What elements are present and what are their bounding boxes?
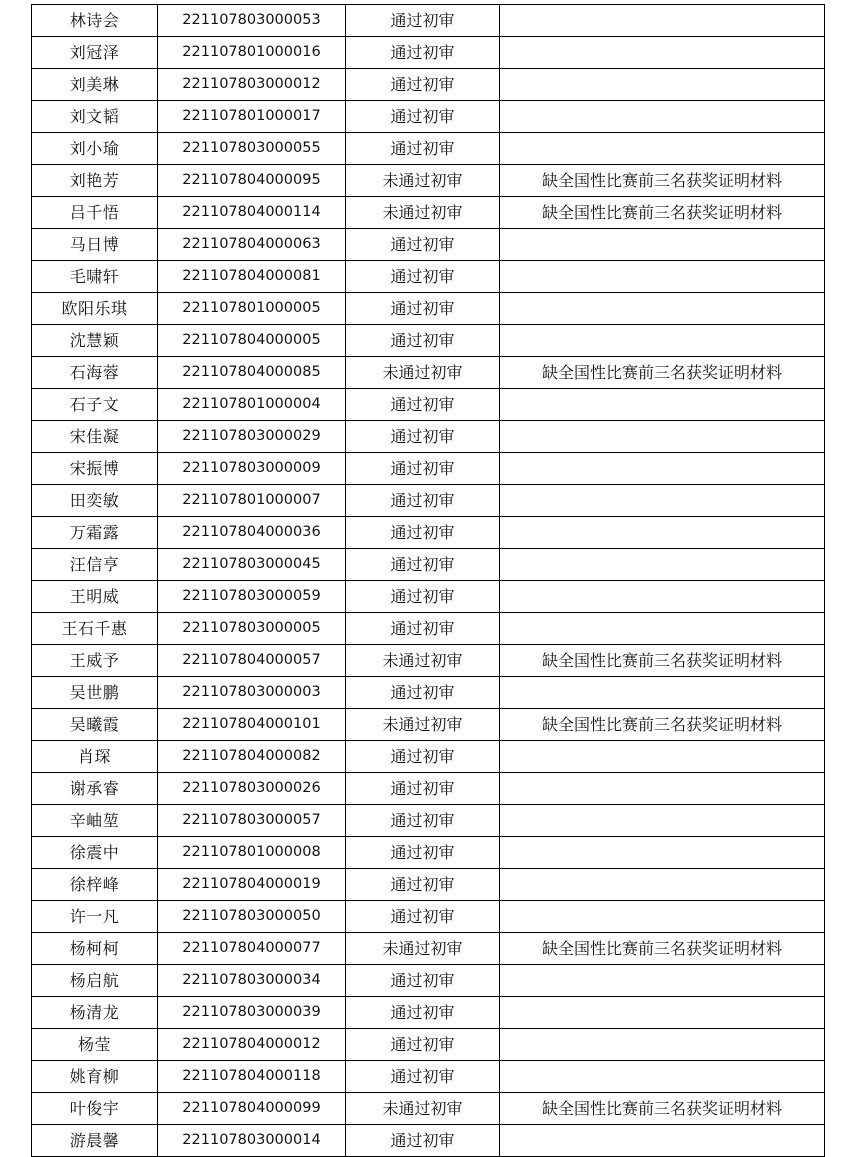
- remark-cell: [500, 613, 825, 645]
- exam-id-cell: 221107804000057: [158, 645, 346, 677]
- table-row: [32, 933, 825, 965]
- remark-cell: [500, 837, 825, 869]
- remark-cell: [500, 773, 825, 805]
- remark-cell: 缺全国性比赛前三名获奖证明材料: [500, 1093, 825, 1125]
- applicant-name-cell: 姚育柳: [32, 1061, 158, 1093]
- applicant-name-cell: 马日博: [32, 229, 158, 261]
- remark-cell: 缺全国性比赛前三名获奖证明材料: [500, 933, 825, 965]
- exam-id-cell: 221107803000059: [158, 581, 346, 613]
- review-status-cell: 通过初审: [346, 869, 500, 901]
- applicant-name-cell: 汪信亨: [32, 549, 158, 581]
- remark-cell: [500, 997, 825, 1029]
- exam-id-cell: 221107801000008: [158, 837, 346, 869]
- exam-id-cell: 221107804000005: [158, 325, 346, 357]
- applicant-name-cell: 宋佳凝: [32, 421, 158, 453]
- review-status-cell: 通过初审: [346, 997, 500, 1029]
- table-row: [32, 1125, 825, 1157]
- remark-cell: [500, 485, 825, 517]
- table-row: [32, 165, 825, 197]
- remark-cell: [500, 133, 825, 165]
- table-row: [32, 869, 825, 901]
- review-status-cell: 通过初审: [346, 389, 500, 421]
- review-status-cell: 未通过初审: [346, 1093, 500, 1125]
- exam-id-cell: 221107803000055: [158, 133, 346, 165]
- applicant-name-cell: 万霜露: [32, 517, 158, 549]
- exam-id-cell: 221107804000118: [158, 1061, 346, 1093]
- table-row: [32, 1061, 825, 1093]
- remark-cell: [500, 581, 825, 613]
- review-status-cell: 通过初审: [346, 805, 500, 837]
- applicant-name-cell: 徐梓峰: [32, 869, 158, 901]
- table-row: [32, 421, 825, 453]
- remark-cell: [500, 5, 825, 37]
- exam-id-cell: 221107804000036: [158, 517, 346, 549]
- exam-id-cell: 221107803000053: [158, 5, 346, 37]
- remark-cell: [500, 69, 825, 101]
- applicant-name-cell: 杨启航: [32, 965, 158, 997]
- review-status-cell: 通过初审: [346, 581, 500, 613]
- table-row: [32, 5, 825, 37]
- review-status-cell: 通过初审: [346, 37, 500, 69]
- exam-id-cell: 221107801000005: [158, 293, 346, 325]
- applicant-name-cell: 田奕敏: [32, 485, 158, 517]
- review-status-cell: 未通过初审: [346, 645, 500, 677]
- applicant-name-cell: 徐震中: [32, 837, 158, 869]
- table-row: [32, 549, 825, 581]
- review-status-cell: 通过初审: [346, 133, 500, 165]
- applicant-name-cell: 游晨馨: [32, 1125, 158, 1157]
- exam-id-cell: 221107803000050: [158, 901, 346, 933]
- remark-cell: 缺全国性比赛前三名获奖证明材料: [500, 709, 825, 741]
- exam-id-cell: 221107804000081: [158, 261, 346, 293]
- review-status-cell: 通过初审: [346, 517, 500, 549]
- remark-cell: [500, 229, 825, 261]
- table-row: [32, 581, 825, 613]
- exam-id-cell: 221107804000063: [158, 229, 346, 261]
- remark-cell: [500, 261, 825, 293]
- applicant-name-cell: 肖琛: [32, 741, 158, 773]
- table-row: [32, 613, 825, 645]
- review-status-cell: 通过初审: [346, 677, 500, 709]
- remark-cell: [500, 965, 825, 997]
- applicant-name-cell: 刘美琳: [32, 69, 158, 101]
- table-row: [32, 325, 825, 357]
- exam-id-cell: 221107804000095: [158, 165, 346, 197]
- table-row: [32, 837, 825, 869]
- applicant-name-cell: 刘冠泽: [32, 37, 158, 69]
- exam-id-cell: 221107804000114: [158, 197, 346, 229]
- review-status-cell: 通过初审: [346, 741, 500, 773]
- table-row: [32, 389, 825, 421]
- table-row: [32, 293, 825, 325]
- remark-cell: [500, 901, 825, 933]
- remark-cell: [500, 677, 825, 709]
- review-status-cell: 通过初审: [346, 549, 500, 581]
- remark-cell: [500, 37, 825, 69]
- applicant-name-cell: 王明威: [32, 581, 158, 613]
- applicant-name-cell: 辛岫堃: [32, 805, 158, 837]
- table-row: [32, 1029, 825, 1061]
- review-status-cell: 通过初审: [346, 293, 500, 325]
- review-status-cell: 未通过初审: [346, 165, 500, 197]
- review-status-cell: 通过初审: [346, 1029, 500, 1061]
- remark-cell: [500, 101, 825, 133]
- review-status-cell: 通过初审: [346, 101, 500, 133]
- applicant-name-cell: 王威予: [32, 645, 158, 677]
- remark-cell: 缺全国性比赛前三名获奖证明材料: [500, 357, 825, 389]
- review-status-cell: 未通过初审: [346, 709, 500, 741]
- table-row: [32, 997, 825, 1029]
- review-status-cell: 通过初审: [346, 421, 500, 453]
- remark-cell: [500, 1029, 825, 1061]
- applicant-name-cell: 吴世鹏: [32, 677, 158, 709]
- exam-id-cell: 221107803000045: [158, 549, 346, 581]
- table-row: [32, 197, 825, 229]
- remark-cell: 缺全国性比赛前三名获奖证明材料: [500, 165, 825, 197]
- applicant-name-cell: 石子文: [32, 389, 158, 421]
- applicant-name-cell: 沈慧颖: [32, 325, 158, 357]
- review-status-cell: 通过初审: [346, 229, 500, 261]
- exam-id-cell: 221107803000057: [158, 805, 346, 837]
- review-status-cell: 通过初审: [346, 1125, 500, 1157]
- exam-id-cell: 221107803000034: [158, 965, 346, 997]
- table-row: [32, 645, 825, 677]
- remark-cell: [500, 741, 825, 773]
- review-status-cell: 未通过初审: [346, 933, 500, 965]
- remark-cell: 缺全国性比赛前三名获奖证明材料: [500, 197, 825, 229]
- exam-id-cell: 221107804000101: [158, 709, 346, 741]
- applicant-name-cell: 吴曦霞: [32, 709, 158, 741]
- remark-cell: [500, 869, 825, 901]
- table-row: [32, 709, 825, 741]
- exam-id-cell: 221107804000082: [158, 741, 346, 773]
- exam-id-cell: 221107803000014: [158, 1125, 346, 1157]
- applicant-name-cell: 刘文韬: [32, 101, 158, 133]
- applicant-name-cell: 刘小瑜: [32, 133, 158, 165]
- table-row: [32, 773, 825, 805]
- exam-id-cell: 221107801000004: [158, 389, 346, 421]
- table-row: [32, 517, 825, 549]
- exam-id-cell: 221107803000039: [158, 997, 346, 1029]
- exam-id-cell: 221107804000012: [158, 1029, 346, 1061]
- table-row: [32, 261, 825, 293]
- exam-id-cell: 221107803000005: [158, 613, 346, 645]
- applicant-name-cell: 石海蓉: [32, 357, 158, 389]
- review-status-cell: 通过初审: [346, 837, 500, 869]
- table-row: [32, 485, 825, 517]
- exam-id-cell: 221107804000019: [158, 869, 346, 901]
- applicant-name-cell: 杨柯柯: [32, 933, 158, 965]
- remark-cell: [500, 1125, 825, 1157]
- review-status-cell: 未通过初审: [346, 357, 500, 389]
- applicant-name-cell: 叶俊宇: [32, 1093, 158, 1125]
- review-results-table: [31, 4, 825, 1157]
- review-status-cell: 通过初审: [346, 5, 500, 37]
- applicant-name-cell: 欧阳乐琪: [32, 293, 158, 325]
- applicant-name-cell: 王石千惠: [32, 613, 158, 645]
- exam-id-cell: 221107804000077: [158, 933, 346, 965]
- table-row: [32, 805, 825, 837]
- table-row: [32, 741, 825, 773]
- review-status-cell: 通过初审: [346, 325, 500, 357]
- applicant-name-cell: 毛啸轩: [32, 261, 158, 293]
- table-body: [32, 5, 825, 1157]
- exam-id-cell: 221107803000009: [158, 453, 346, 485]
- review-status-cell: 通过初审: [346, 261, 500, 293]
- applicant-name-cell: 许一凡: [32, 901, 158, 933]
- review-status-cell: 通过初审: [346, 485, 500, 517]
- remark-cell: [500, 421, 825, 453]
- exam-id-cell: 221107803000003: [158, 677, 346, 709]
- applicant-name-cell: 林诗会: [32, 5, 158, 37]
- review-status-cell: 通过初审: [346, 965, 500, 997]
- table-row: [32, 677, 825, 709]
- review-status-cell: 未通过初审: [346, 197, 500, 229]
- review-status-cell: 通过初审: [346, 773, 500, 805]
- exam-id-cell: 221107801000007: [158, 485, 346, 517]
- table-row: [32, 133, 825, 165]
- remark-cell: [500, 549, 825, 581]
- review-status-cell: 通过初审: [346, 69, 500, 101]
- table-row: [32, 37, 825, 69]
- review-status-cell: 通过初审: [346, 613, 500, 645]
- exam-id-cell: 221107803000029: [158, 421, 346, 453]
- remark-cell: [500, 325, 825, 357]
- table-row: [32, 901, 825, 933]
- remark-cell: [500, 517, 825, 549]
- remark-cell: [500, 293, 825, 325]
- remark-cell: 缺全国性比赛前三名获奖证明材料: [500, 645, 825, 677]
- table-row: [32, 69, 825, 101]
- table-row: [32, 101, 825, 133]
- table-row: [32, 453, 825, 485]
- exam-id-cell: 221107803000026: [158, 773, 346, 805]
- applicant-name-cell: 宋振博: [32, 453, 158, 485]
- remark-cell: [500, 453, 825, 485]
- remark-cell: [500, 389, 825, 421]
- applicant-name-cell: 刘艳芳: [32, 165, 158, 197]
- review-status-cell: 通过初审: [346, 901, 500, 933]
- review-status-cell: 通过初审: [346, 453, 500, 485]
- exam-id-cell: 221107804000085: [158, 357, 346, 389]
- table-row: [32, 965, 825, 997]
- exam-id-cell: 221107801000016: [158, 37, 346, 69]
- table-row: [32, 357, 825, 389]
- exam-id-cell: 221107803000012: [158, 69, 346, 101]
- table-row: [32, 1093, 825, 1125]
- remark-cell: [500, 1061, 825, 1093]
- exam-id-cell: 221107801000017: [158, 101, 346, 133]
- exam-id-cell: 221107804000099: [158, 1093, 346, 1125]
- table-row: [32, 229, 825, 261]
- review-status-cell: 通过初审: [346, 1061, 500, 1093]
- applicant-name-cell: 吕千悟: [32, 197, 158, 229]
- applicant-name-cell: 杨清龙: [32, 997, 158, 1029]
- applicant-name-cell: 杨莹: [32, 1029, 158, 1061]
- applicant-name-cell: 谢承睿: [32, 773, 158, 805]
- remark-cell: [500, 805, 825, 837]
